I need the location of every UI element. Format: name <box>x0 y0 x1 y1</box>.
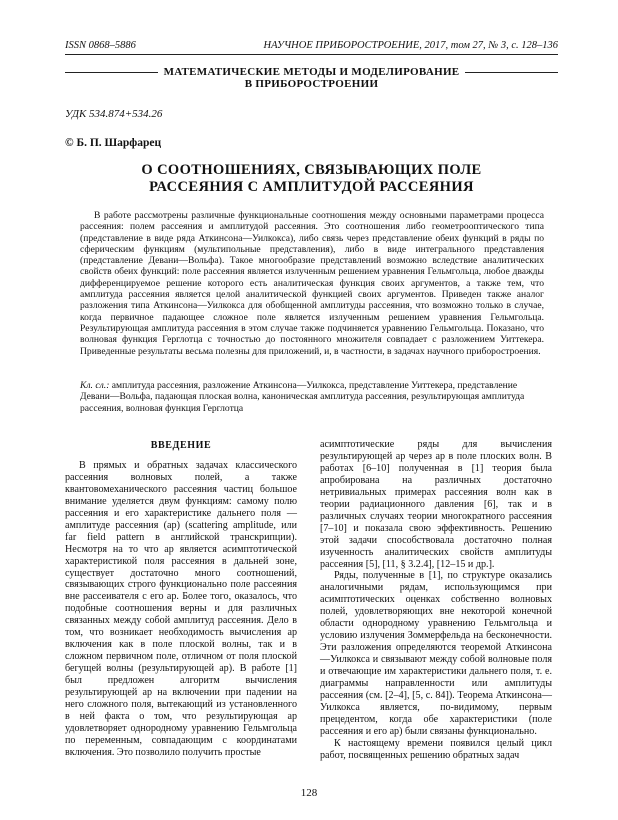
section-line-2: В ПРИБОРОСТРОЕНИИ <box>244 78 379 90</box>
keywords <box>80 380 544 414</box>
abstract: В работе рассмотрены различные функциональные соотношения между основными параметрами процесса рассеяния: полем рассеяния и амплитудой рассеяния. Это соотношения либо геометрооптического типа (представление в виде ряда Аткинсона—Уилкокса), либо связь через представление обеих функций в ряды по сферическим функциям (мультипольные представления), либо в виде интегрального представления (представление Девани—Вольфа). Такое многообразие представлений возможно вследствие аналитических свойств обеих функций: поле рассеяния является излученным решением уравнения Гельмгольца, любое дважды дифференцируемое решение которого есть аналитическая функция своих аргументов, а также тем, что амплитуда рассеяния является целой аналитической функцией своих аргументов. Приведен также аналог разложения типа Аткинсона—Уилкокса для обобщенной амплитуды рассеяния, что возможно только в случае, когда первичное падающее сложное поле является излученным решением уравнения Гельмгольца. Результирующая амплитуда рассеяния в этом случае также подчиняется уравнению Гельмгольца. Показано, что волновая функция Герглотца с точностью до постоянного множителя совпадает с разложением Уиттекера. Приведенные результаты весьма полезны для приложений, и, в частности, в задачах научного приборостроения. <box>80 210 544 357</box>
issn: ISSN 0868–5886 <box>65 40 136 51</box>
running-header <box>65 40 558 55</box>
column-right <box>320 439 552 762</box>
journal-citation: НАУЧНОЕ ПРИБОРОСТРОЕНИЕ, 2017, том 27, № 3, с. 128–136 <box>263 40 558 51</box>
intro-paragraph-1-cont: асимптотические ряды для вычисления результирующей ар через ар в поле плоских волн. В работах [6–10] полученная в [1] теория была апробирована на различных достаточно нетривиальных примерах рассеяния волн как в теории радиационного давления [6], так и в различных случаях теории многократного рассеяния [7–10] и показала свою эффективность. Решению этой задачи способствовала достаточно полная изученность аналитических свойств амплитуды рассеяния [5], [11, § 3.2.4], [12–15 и др.]. <box>320 439 552 570</box>
intro-heading: ВВЕДЕНИЕ <box>150 440 212 451</box>
keywords-text: амплитуда рассеяния, разложение Аткинсона—Уилкокса, представление Уиттекера, представление Девани—Вольфа, падающая плоская волна, каноническая амплитуда рассеяния, результирующая амплитуда рассеяния, волновая функция Герглотца <box>80 380 525 414</box>
section-title <box>65 66 558 90</box>
udk-code: УДК 534.874+534.26 <box>65 108 163 120</box>
section-label <box>164 66 460 90</box>
author: © Б. П. Шарфарец <box>65 137 162 149</box>
section-line-1: МАТЕМАТИЧЕСКИЕ МЕТОДЫ И МОДЕЛИРОВАНИЕ <box>163 66 460 78</box>
article-title <box>65 162 558 196</box>
intro-paragraph-3: К настоящему времени появился целый цикл работ, посвященных решению обратных задач <box>320 737 552 761</box>
section-rule-left <box>65 72 158 73</box>
title-line-1: О СООТНОШЕНИЯХ, СВЯЗЫВАЮЩИХ ПОЛЕ <box>141 162 482 178</box>
title-line-2: РАССЕЯНИЯ С АМПЛИТУДОЙ РАССЕЯНИЯ <box>149 179 474 195</box>
keywords-label: Кл. сл.: <box>80 380 110 391</box>
intro-paragraph-2: Ряды, полученные в [1], по структуре оказались аналогичными рядам, использующимся при асимптотических оценках собственно волновых полей, удовлетворяющих вне некоторой конечной области однородному уравнению Гельмгольца и условию излучения Зоммерфельда на бесконечности. Эти разложения определяются теоремой Аткинсона—Уилкокса и связывают между собой волновые поля и отвечающие им характеристики дальнего поля, т. е. диаграммы направленности или амплитуды рассеяния (см. [2–4], [5, с. 84]). Теорема Аткинсона—Уилкокса является, по-видимому, первым прецедентом, когда обе характеристики (поле рассеяния и его ар) были связаны функционально. <box>320 570 552 737</box>
column-left <box>65 440 297 759</box>
intro-paragraph-1: В прямых и обратных задачах классического рассеяния волновых полей, а также квантовомеханического рассеяния частиц большое внимание уделяется двум функциям: самому полю рассеяния и его характеристике дальнего поля — амплитуде рассеяния (ар) (scattering amplitude, или far field pattern в английской транскрипции). Несмотря на то что ар является асимптотической характеристикой поля рассеяния в дальней зоне, существует достаточно много соотношений, связывающих строго функционально поле рассеяния вне рассеивателя с его ар. Более того, оказалось, что подобные соотношения верны и для различных связанных между собой амплитуд рассеяния. Дело в том, что возникает необходимость вычисления ар включения как в поле плоской волны, так и в сложном первичном поле, отличном от поля плоской бегущей волны (результирующей ар). В работе [1] был предложен алгоритм вычисления результирующей ар на включении при падении на него сложного поля, вытекающий из установленного в ней факта о том, что результирующая ар удовлетворяет однородному уравнению Гельмгольца по переменным, совпадающим с координатами включения. Это позволило получить простые <box>65 459 297 758</box>
page-number: 128 <box>300 787 318 799</box>
section-rule-right <box>465 72 558 73</box>
